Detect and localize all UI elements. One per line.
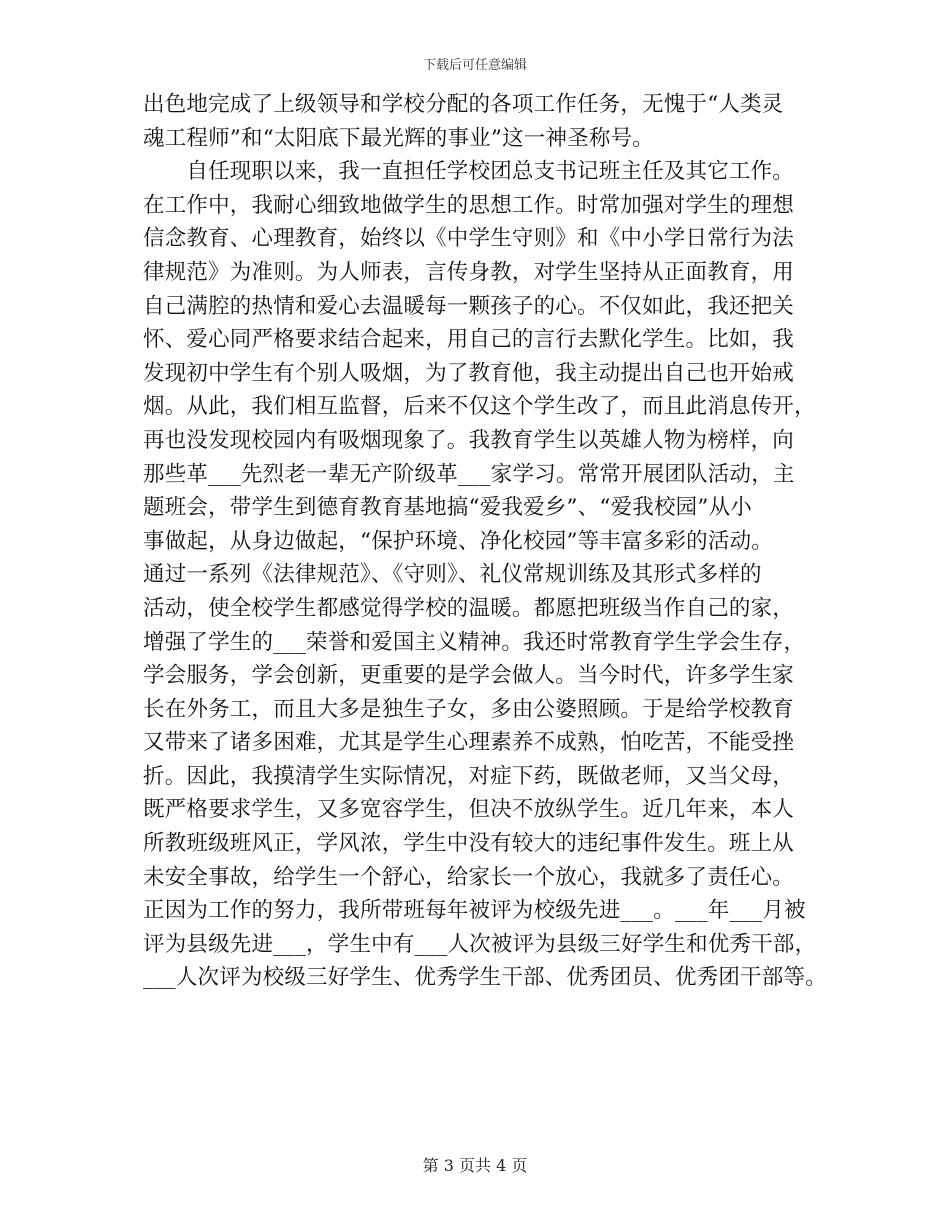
text-line: 增强了学生的___荣誉和爱国主义精神。我还时常教育学生学会生存， — [143, 629, 806, 655]
text-line: 活动，使全校学生都感觉得学校的温暖。都愿把班级当作自己的家， — [143, 595, 795, 621]
text-line: 学会服务，学会创新，更重要的是学会做人。当今时代，许多学生家 — [143, 663, 795, 689]
text-line: 自任现职以来，我一直担任学校团总支书记班主任及其它工作。 — [143, 159, 795, 185]
text-line: 发现初中学生有个别人吸烟，为了教育他，我主动提出自己也开始戒 — [143, 360, 795, 386]
page-header: 下载后可任意编辑 — [422, 58, 527, 73]
text-line: 通过一系列《法律规范》、《守则》、礼仪常规训练及其形式多样的 — [143, 562, 762, 588]
text-line: 出色地完成了上级领导和学校分配的各项工作任务，无愧于“人类灵 — [143, 92, 784, 117]
page-number-footer: 第 3 页共 4 页 — [422, 1156, 528, 1175]
text-line: 所教班级班风正，学风浓，学生中没有较大的违纪事件发生。班上从 — [143, 831, 795, 857]
text-line: 题班会，带学生到德育教育基地搞“爱我爱乡”、“爱我校园”从小 — [143, 495, 752, 521]
text-line: 自己满腔的热情和爱心去温暖每一颗孩子的心。不仅如此，我还把关 — [143, 293, 795, 319]
text-line: 律规范》为准则。为人师表，言传身教，对学生坚持从正面教育，用 — [143, 259, 795, 285]
text-line: 正因为工作的努力，我所带班每年被评为校级先进___。___年___月被 — [143, 898, 806, 924]
text-line: 长在外务工，而且大多是独生子女，多由公婆照顾。于是给学校教育 — [143, 696, 795, 722]
text-line: 评为县级先进___，学生中有___人次被评为县级三好学生和优秀干部， — [143, 931, 817, 957]
text-line: 再也没发现校园内有吸烟现象了。我教育学生以英雄人物为榜样，向 — [143, 427, 795, 453]
text-line: 事做起，从身边做起，“保护环境、净化校园”等丰富多彩的活动。 — [143, 528, 773, 554]
text-line: 魂工程师”和“太阳底下最光辉的事业”这一神圣称号。 — [143, 125, 654, 151]
text-line: 信念教育、心理教育，始终以《中学生守则》和《中小学日常行为法 — [143, 226, 795, 252]
text-line: 怀、爱心同严格要求结合起来，用自己的言行去默化学生。比如，我 — [143, 327, 795, 353]
text-line: 烟。从此，我们相互监督，后来不仅这个学生改了，而且此消息传开， — [143, 394, 816, 420]
text-line: 那些革___先烈老一辈无产阶级革___家学习。常常开展团队活动，主 — [143, 461, 795, 487]
document-body — [143, 88, 843, 995]
text-line: 既严格要求学生，又多宽容学生，但决不放纵学生。近几年来，本人 — [143, 797, 795, 823]
text-line: ___人次评为校级三好学生、优秀学生干部、优秀团员、优秀团干部等。 — [143, 965, 827, 991]
text-line: 折。因此，我摸清学生实际情况，对症下药，既做老师，又当父母， — [143, 763, 795, 789]
text-line: 又带来了诸多困难，尤其是学生心理素养不成熟，怕吃苦，不能受挫 — [143, 730, 795, 756]
text-line: 未安全事故，给学生一个舒心，给家长一个放心，我就多了责任心。 — [143, 864, 795, 890]
text-line: 在工作中，我耐心细致地做学生的思想工作。时常加强对学生的理想 — [143, 192, 795, 218]
